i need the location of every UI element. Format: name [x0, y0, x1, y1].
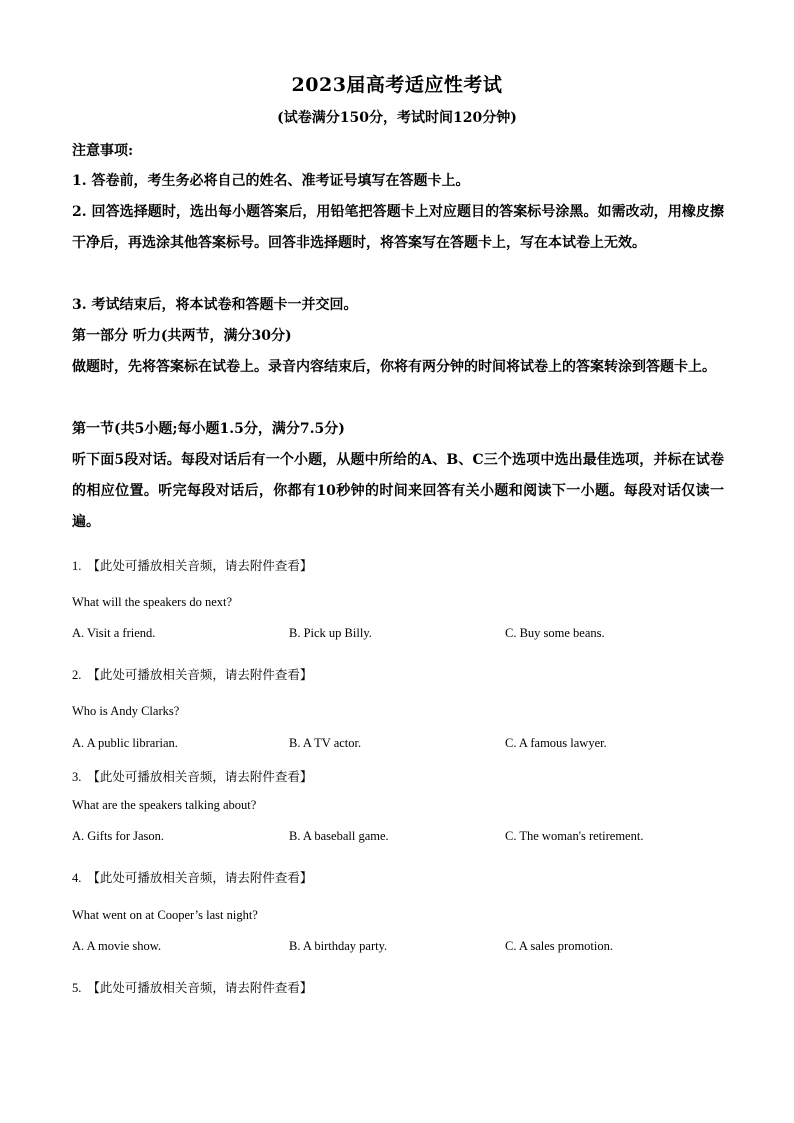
part1-heading: 第一部分 听力(共两节，满分30分)	[72, 328, 292, 344]
audio-placeholder	[72, 978, 312, 996]
option-c: C. Buy some beans.	[505, 626, 605, 640]
audio-label: 【此处可播放相关音频，请去附件查看】	[87, 870, 313, 885]
option-b: B. A birthday party.	[289, 939, 388, 953]
audio-placeholder	[72, 556, 312, 574]
question-number: 1.	[72, 559, 82, 573]
notice-item-1: 1. 答卷前，考生务必将自己的姓名、准考证号填写在答题卡上。	[72, 173, 470, 189]
option-a: A. A public librarian.	[72, 736, 178, 750]
option-a: A. Gifts for Jason.	[72, 829, 165, 843]
notice-item-2: 2. 回答选择题时，选出每小题答案后，用铅笔把答题卡上对应题目的答案标号涂黑。如需改动，用橡皮擦干净后，再选涂其他答案标号。回答非选择题时，将答案写在答题卡上，写在本试卷上无效。	[72, 204, 724, 251]
audio-label: 【此处可播放相关音频，请去附件查看】	[87, 769, 313, 784]
part1-instruction: 做题时，先将答案标在试卷上。录音内容结束后，你将有两分钟的时间将试卷上的答案转涂到答题卡上。	[72, 359, 716, 375]
question-number: 3.	[72, 770, 82, 784]
question-text: Who is Andy Clarks?	[72, 704, 180, 718]
option-b: B. A TV actor.	[289, 736, 362, 750]
option-c: C. A famous lawyer.	[505, 736, 607, 750]
option-b: B. A baseball game.	[289, 829, 389, 843]
notice-heading: 注意事项:	[72, 143, 134, 159]
question-number: 4.	[72, 871, 82, 885]
audio-placeholder	[72, 665, 312, 683]
option-c: C. The woman's retirement.	[505, 829, 644, 843]
audio-label: 【此处可播放相关音频，请去附件查看】	[87, 667, 313, 682]
question-number: 5.	[72, 981, 82, 995]
question-text: What will the speakers do next?	[72, 595, 233, 609]
audio-label: 【此处可播放相关音频，请去附件查看】	[87, 980, 313, 995]
notice-item-3: 3. 考试结束后，将本试卷和答题卡一并交回。	[72, 297, 358, 313]
page-subtitle: (试卷满分150分，考试时间120分钟)	[277, 110, 517, 126]
question-text: What are the speakers talking about?	[72, 798, 257, 812]
option-c: C. A sales promotion.	[505, 939, 613, 953]
audio-label: 【此处可播放相关音频，请去附件查看】	[87, 558, 313, 573]
section1-instruction: 听下面5段对话。每段对话后有一个小题，从题中所给的A、B、C三个选项中选出最佳选项，并标在试卷的相应位置。听完每段对话后，你都有10秒钟的时间来回答有关小题和阅读下一小题。每段对话仅读一遍。	[72, 452, 724, 530]
option-a: A. A movie show.	[72, 939, 162, 953]
option-b: B. Pick up Billy.	[289, 626, 372, 640]
section1-heading: 第一节(共5小题;每小题1.5分，满分7.5分)	[72, 421, 345, 437]
page-title: 2023届高考适应性考试	[291, 74, 503, 96]
audio-placeholder	[72, 767, 312, 785]
audio-placeholder	[72, 868, 312, 886]
option-a: A. Visit a friend.	[72, 626, 156, 640]
question-text: What went on at Cooper’s last night?	[72, 908, 258, 922]
question-number: 2.	[72, 668, 82, 682]
